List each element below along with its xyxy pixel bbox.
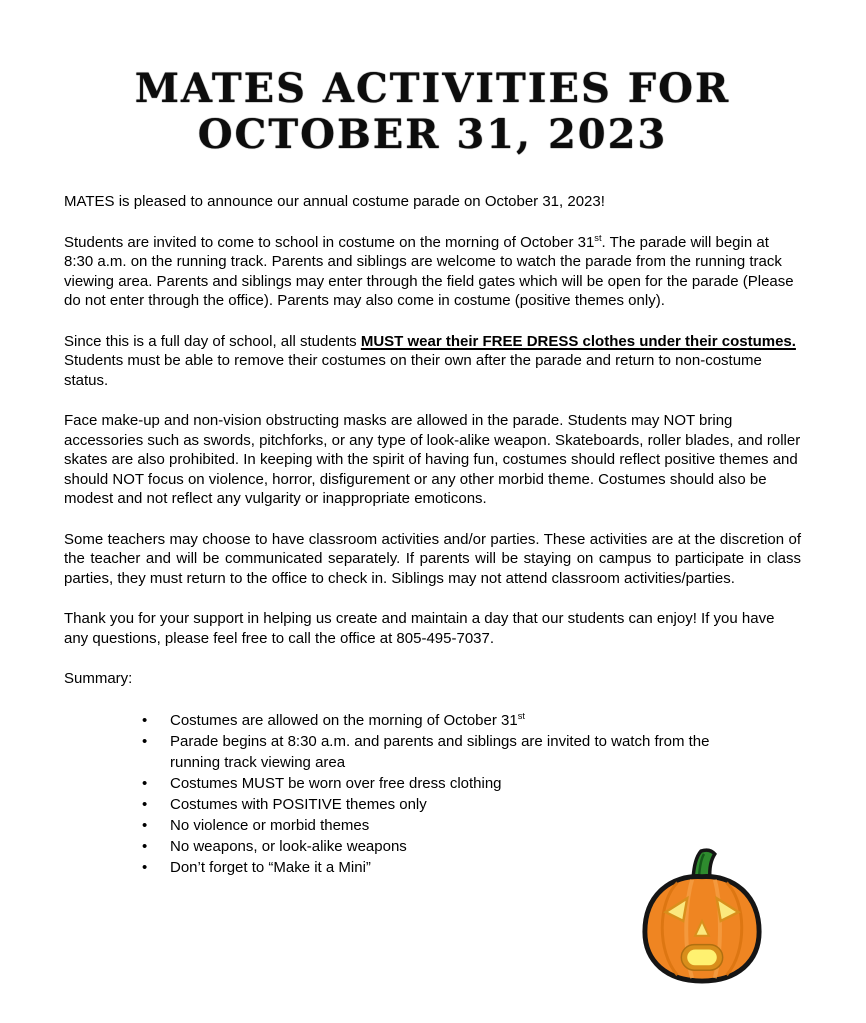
paragraph-dress [64,332,801,391]
paragraph-dress-pre: Since this is a full day of school, all students [64,332,361,350]
bullet-text: No weapons, or look-alike weapons [170,837,407,855]
pumpkin-image [638,846,766,992]
paragraph-thanks-text: Thank you for your support in helping us create and maintain a day that our students can enjoy! If you have any questions, please feel free to call the office at 805-495-7037. [64,610,775,647]
paragraph-parade-pre: Students are invited to come to school in costume on the morning of October 31 [64,233,595,251]
paragraph-intro-text: MATES is pleased to announce our annual costume parade on October 31, 2023! [64,193,605,210]
summary-bullet-item [142,815,730,836]
paragraph-parade [64,233,801,311]
summary-bullet-item [142,710,730,731]
paragraph-intro [64,192,801,212]
summary-bullet-item [142,731,730,773]
paragraph-thanks [64,609,801,648]
bullet-text: Costumes are allowed on the morning of October 31 [170,711,518,729]
bullet-text: Costumes with POSITIVE themes only [170,795,427,813]
bullet-text: Don’t forget to “Make it a Mini” [170,858,371,876]
bullet-text: Costumes MUST be worn over free dress clothing [170,774,502,792]
summary-bullet-item [142,794,730,815]
bullet-text: No violence or morbid themes [170,816,370,834]
jack-o-lantern-icon [638,846,766,992]
pumpkin-mouth-inner [687,950,717,966]
summary-heading: Summary: [64,670,133,687]
bullet-text: Parade begins at 8:30 a.m. and parents and siblings are invited to watch from the running track viewing area [170,732,710,771]
ordinal-superscript: st [517,710,525,721]
paragraph-dress-post: Students must be able to remove their costumes on their own after the parade and return to non-costume status. [64,352,762,389]
ordinal-superscript: st [594,232,602,243]
paragraph-rules-text: Face make-up and non-vision obstructing masks are allowed in the parade. Students may NOT bring accessories such as swords, pitchforks, or any type of look-alike weapon. Skateboards, roller blades, and roller skates are also prohibited. In keeping with the spirit of having fun, costumes should reflect positive themes and should NOT focus on violence, horror, disfigurement or any other morbid theme. Costumes should also be modest and not reflect any vulgarity or inappropriate emoticons. [64,412,801,507]
page-title-line-1: MATES ACTIVITIES FOR [134,65,731,112]
paragraph-parade-post: . The parade will begin at 8:30 a.m. on the running track. Parents and siblings are welcome to watch the parade from the running track viewing area. Parents and siblings may enter through the field gates which will be open for the parade (Please do not enter through the office). Parents may also come in costume (positive themes only). [64,233,794,309]
page-title [64,66,801,158]
paragraph-parties [64,530,801,589]
paragraph-parties-text: Some teachers may choose to have classroom activities and/or parties. These activities are at the discretion of the teacher and will be communicated separately. If parents will be staying on campus to participate in class parties, they must return to the office to check in. Siblings may not attend classroom activities/parties. [64,530,801,587]
page-title-line-2: OCTOBER 31, 2023 [197,111,668,158]
summary-bullet-item [142,773,730,794]
paragraph-rules [64,411,801,509]
paragraph-dress-emphasis: MUST wear their FREE DRESS clothes under their costumes. [360,332,796,350]
